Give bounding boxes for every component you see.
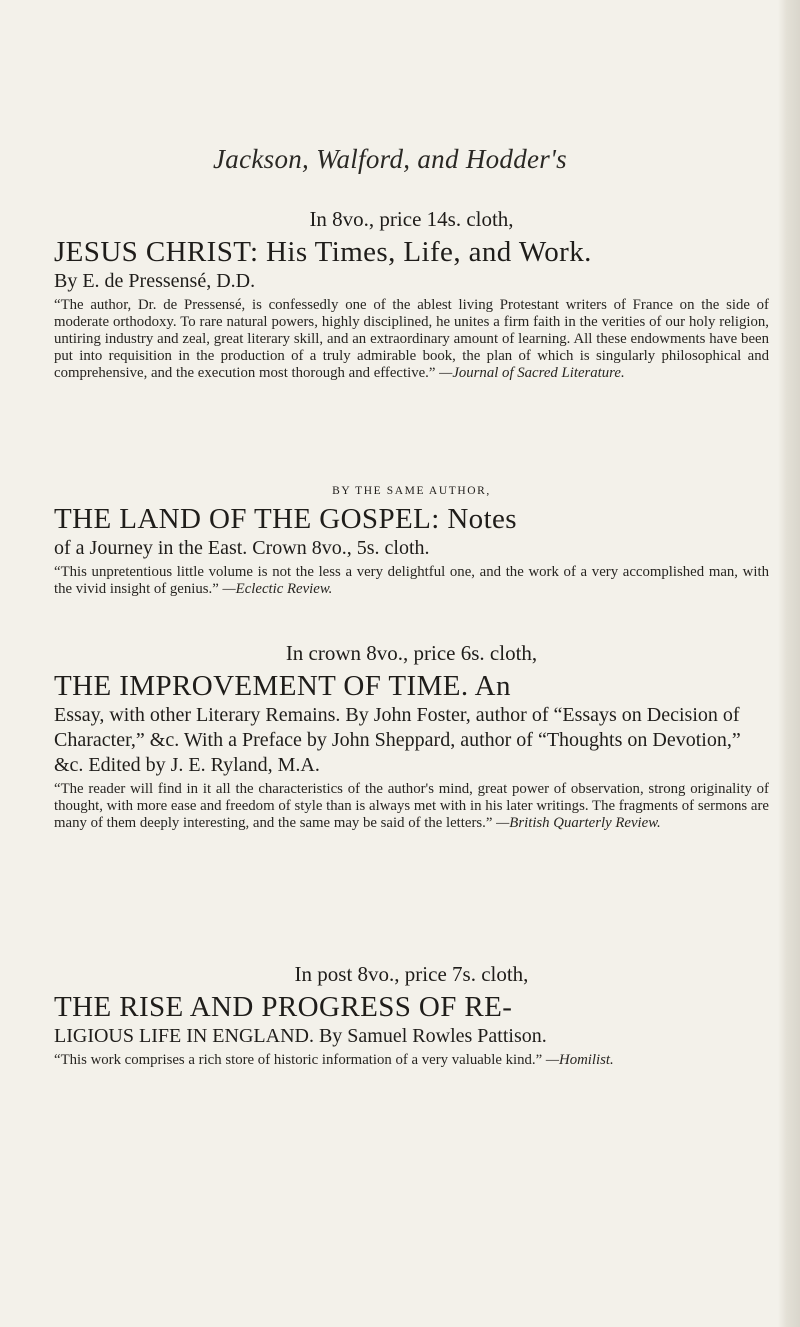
review-quote — [54, 297, 769, 382]
book-title — [54, 236, 769, 269]
book-subtitle: LIGIOUS LIFE IN ENGLAND. By Samuel Rowles Pattison. — [54, 1025, 547, 1047]
by-same-author: BY THE SAME AUTHOR, — [332, 485, 491, 497]
page-edge-shadow — [778, 0, 800, 1327]
book-description: Essay, with other Literary Remains. By John Foster, author of “Essays on Decision of Character,” &c. With a Preface by John Sheppard, author of “Thoughts on Devotion,” &c. Edited by J. E. Ryland, M.A. — [54, 704, 741, 776]
book-price: In crown 8vo., price 6s. cloth, — [285, 641, 538, 665]
book-title-rest: : His Times, Life, and Work. — [249, 236, 592, 268]
book-title-main: THE IMPROVEMENT OF TIME. — [54, 670, 469, 702]
book-subtitle: of a Journey in the East. Crown 8vo., 5s. cloth. — [54, 537, 430, 559]
review-text: “This work comprises a rich store of historic information of a very valuable kind.” — [54, 1052, 543, 1068]
review-text: “This unpretentious little volume is not the less a very delightful one, and the work of a very accomplished man, with the vivid insight of genius.” — [54, 564, 769, 597]
review-quote — [54, 1052, 769, 1069]
book-title-rest: : Notes — [431, 503, 517, 535]
book-entry-rise-and-progress — [54, 962, 769, 1069]
book-author: By E. de Pressensé, D.D. — [54, 270, 256, 292]
review-quote — [54, 781, 769, 832]
book-price: In 8vo., price 14s. cloth, — [309, 207, 514, 231]
book-title — [54, 670, 769, 703]
book-entry-land-of-the-gospel — [54, 485, 769, 598]
review-source: —British Quarterly Review. — [496, 815, 661, 831]
book-price: In post 8vo., price 7s. cloth, — [294, 962, 529, 986]
review-source: —Eclectic Review. — [222, 581, 333, 597]
publisher-header: Jackson, Walford, and Hodder's — [212, 144, 567, 174]
book-title-rest: An — [468, 670, 511, 702]
book-entry-improvement-of-time — [54, 641, 769, 832]
book-title-main: THE LAND OF THE GOSPEL — [54, 503, 432, 535]
book-title — [54, 991, 769, 1024]
book-entry-jesus-christ — [54, 207, 769, 382]
book-title-main: JESUS CHRIST — [54, 236, 250, 268]
review-text: “The reader will find in it all the characteristics of the author's mind, great power of observation, strong originality of thought, with more ease and freedom of style than is always met with in his later writings. The fragments of sermons are many of them deeply interesting, and the same may be said of the letters.” — [54, 781, 769, 831]
book-title-main: THE RISE AND PROGRESS OF RE- — [54, 991, 513, 1023]
review-quote — [54, 564, 769, 598]
review-source: —Journal of Sacred Literature. — [439, 365, 625, 381]
review-source: —Homilist. — [545, 1052, 614, 1068]
review-text: “The author, Dr. de Pressensé, is confessedly one of the ablest living Protestant writers of France on the side of moderate orthodoxy. To rare natural powers, highly disciplined, he unites a firm faith in the verities of our holy religion, untiring industry and zeal, great literary skill, and an extraordinary amount of learning. All these endowments have been put into requisition in the production of a truly admirable book, the plan of which is singularly philosophical and comprehensive, and the execution most thorough and effective.” — [54, 297, 769, 381]
book-title — [54, 503, 769, 536]
